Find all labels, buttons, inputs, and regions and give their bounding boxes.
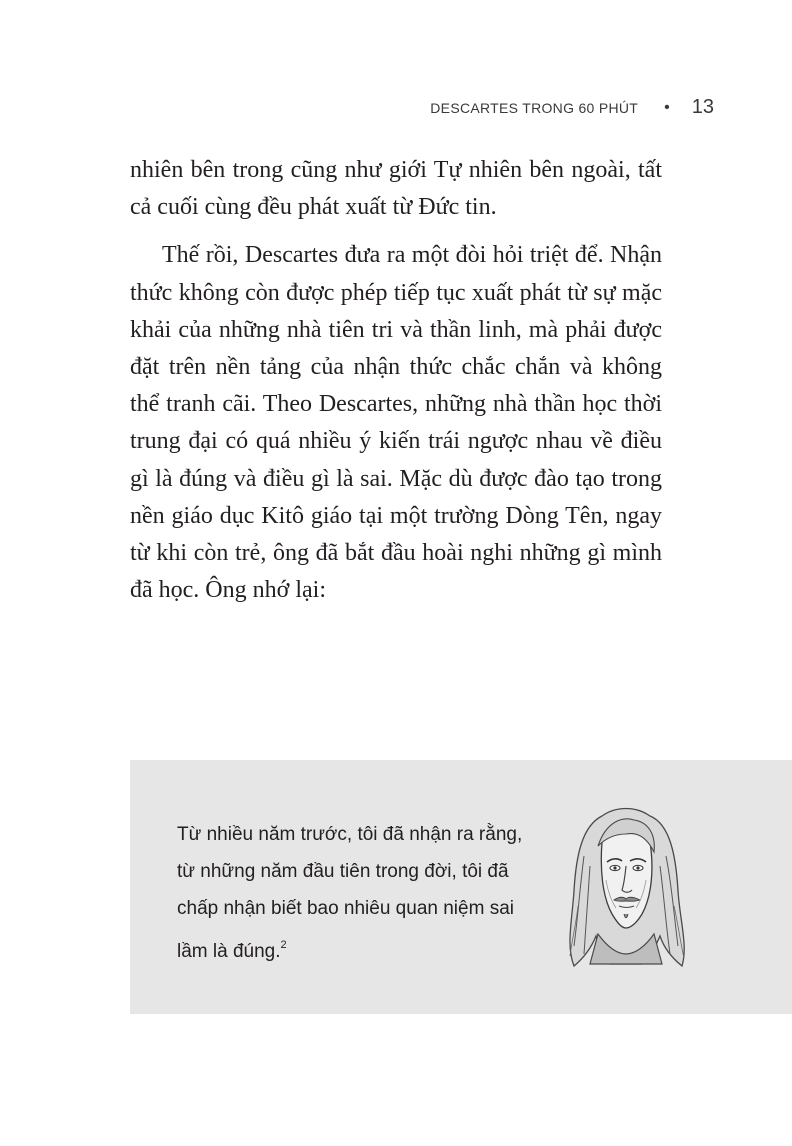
header-bullet: • [664,98,670,116]
paragraph-continued: nhiên bên trong cũng như giới Tự nhiên bên ngoài, tất cả cuối cùng đều phát xuất từ Đức tin. [130,157,662,221]
running-title: DESCARTES TRONG 60 PHÚT [430,99,639,116]
descartes-portrait-illustration [562,796,690,974]
footnote-reference: 2 [280,939,287,951]
paragraph-descartes-demand: Thế rồi, Descartes đưa ra một đòi hỏi triệt để. Nhận thức không còn được phép tiếp tục xuất phát từ sự mặc khải của những nhà tiên tri và thần linh, mà phải được đặt trên nền tảng của nhận thức chắc chắn và không thể tranh cãi. Theo Descartes, những nhà thần học thời trung đại có quá nhiều ý kiến trái ngược nhau về điều gì là đúng và điều gì là sai. Mặc dù được đào tạo trong nền giáo dục Kitô giáo tại một trường Dòng Tên, ngay từ khi còn trẻ, ông đã bắt đầu hoài nghi những gì mình đã học. Ông nhớ lại: [130,242,662,604]
page-number: 13 [691,96,714,118]
quote-text [177,816,537,970]
running-header [430,96,714,119]
quote-box [130,760,792,1014]
quote-body: Từ nhiều năm trước, tôi đã nhận ra rằng, từ những năm đầu tiên trong đời, tôi đã chấp nhận biết bao nhiêu quan niệm sai lầm là đúng. [177,824,523,962]
body-text [130,152,662,609]
